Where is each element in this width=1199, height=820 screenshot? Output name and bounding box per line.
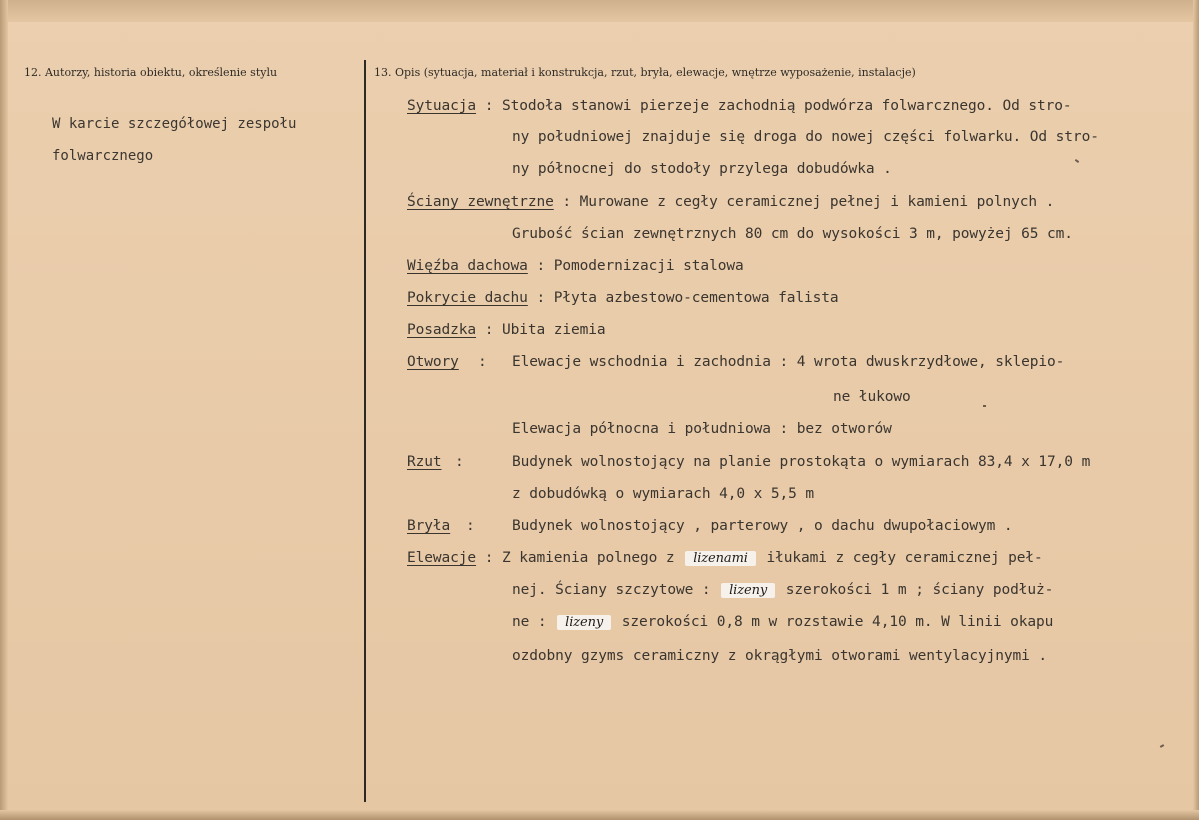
elewacje-text-3b: szerokości 0,8 m w rozstawie 4,10 m. W linii okapu	[621, 614, 1054, 630]
section-13-header: 13. Opis (sytuacja, materiał i konstrukcja, rzut, bryła, elewacje, wnętrze wyposażenie, instalacje)	[374, 66, 916, 79]
wiezba-text-1: : Pomodernizacji stalowa	[536, 258, 744, 274]
elewacje-text-3a: ne :	[512, 614, 547, 630]
sytuacja-text-1: : Stodoła stanowi pierzeje zachodnią podwórza folwarcznego. Od stro-	[484, 98, 1072, 114]
otwory-line-2: ne łukowo	[833, 389, 911, 405]
bryla-label: Bryła	[407, 518, 451, 534]
posadzka-label: Posadzka	[407, 322, 477, 338]
sciany-text-1: : Murowane z cegły ceramicznej pełnej i kamieni polnych .	[562, 194, 1055, 210]
elewacje-text-1a: : Z kamienia polnego z	[484, 550, 675, 566]
paper-edge-bottom	[0, 810, 1199, 820]
otwory-label-line	[407, 354, 459, 370]
paper-edge-top	[0, 0, 1199, 22]
otwory-line-3: Elewacja północna i południowa : bez otworów	[512, 421, 892, 437]
column-divider	[364, 60, 366, 802]
elewacje-line-2	[512, 582, 1053, 598]
left-note: W karcie szczegółowej zespołu folwarcznego	[52, 116, 297, 164]
paper-speck	[1160, 744, 1164, 748]
handwritten-correction-1: lizenami	[685, 551, 756, 566]
paper-edge-right	[1193, 0, 1199, 820]
sytuacja-line-3: ny północnej do stodoły przylega dobudówka .	[512, 161, 892, 177]
section-12-header: 12. Autorzy, historia obiektu, określenie stylu	[24, 66, 278, 79]
pokrycie-line-1	[407, 290, 839, 306]
elewacje-line-1	[407, 550, 1043, 566]
paper-speck	[1075, 159, 1079, 163]
rzut-line-2: z dobudówką o wymiarach 4,0 x 5,5 m	[512, 486, 815, 502]
handwritten-correction-2: lizeny	[721, 583, 775, 598]
bryla-line-1: Budynek wolnostojący , parterowy , o dachu dwupołaciowym .	[512, 518, 1013, 534]
otwory-line-1: Elewacje wschodnia i zachodnia : 4 wrota dwuskrzydłowe, sklepio-	[512, 354, 1065, 370]
otwory-label: Otwory	[407, 354, 459, 370]
elewacje-text-2a: nej. Ściany szczytowe :	[512, 582, 711, 598]
rzut-line-1: Budynek wolnostojący na planie prostokąta o wymiarach 83,4 x 17,0 m	[512, 454, 1091, 470]
handwritten-correction-3: lizeny	[557, 615, 611, 630]
sytuacja-label: Sytuacja	[407, 98, 477, 114]
elewacje-line-3	[512, 614, 1053, 630]
posadzka-line-1	[407, 322, 606, 338]
sciany-line-1	[407, 194, 1054, 210]
rzut-label: Rzut	[407, 454, 442, 470]
otwory-colon: :	[478, 354, 487, 370]
wiezba-label: Więźba dachowa	[407, 258, 528, 274]
elewacje-label: Elewacje	[407, 550, 477, 566]
bryla-label-line	[407, 518, 450, 534]
posadzka-text-1: : Ubita ziemia	[484, 322, 606, 338]
elewacje-line-4: ozdobny gzyms ceramiczny z okrągłymi otworami wentylacyjnymi .	[512, 648, 1048, 664]
sytuacja-line-2: ny południowej znajduje się droga do nowej części folwarku. Od stro-	[512, 129, 1099, 145]
sciany-line-2: Grubość ścian zewnętrznych 80 cm do wysokości 3 m, powyżej 65 cm.	[512, 226, 1073, 242]
sciany-label: Ściany zewnętrzne	[407, 194, 554, 210]
elewacje-text-1b: iłukami z cegły ceramicznej peł-	[766, 550, 1043, 566]
paper-speck	[983, 405, 986, 407]
rzut-label-line	[407, 454, 442, 470]
wiezba-line-1	[407, 258, 744, 274]
paper-edge-left	[0, 0, 8, 820]
pokrycie-label: Pokrycie dachu	[407, 290, 528, 306]
sytuacja-line-1	[407, 98, 1072, 114]
elewacje-text-2b: szerokości 1 m ; ściany podłuż-	[785, 582, 1054, 598]
rzut-colon: :	[455, 454, 464, 470]
bryla-colon: :	[466, 518, 475, 534]
pokrycie-text-1: : Płyta azbestowo-cementowa falista	[536, 290, 839, 306]
